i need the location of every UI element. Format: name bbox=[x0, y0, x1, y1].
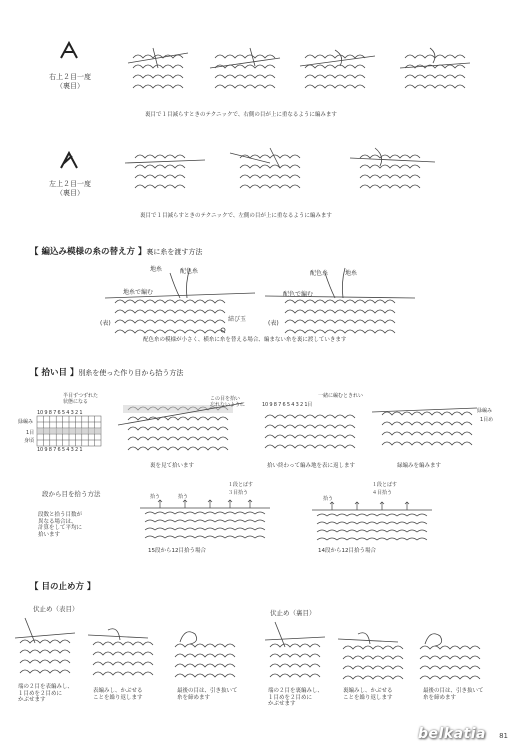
grid-numbers-top: 10 9 8 7 6 5 4 3 2 1 bbox=[37, 410, 83, 416]
bind-off-caption-5: 最後の目は、引き抜いて 糸を締めます bbox=[423, 688, 484, 701]
section2-caption: 配色糸の模様が小さく、横糸に糸を替える場合、編まない糸を裏に渡していきます bbox=[143, 337, 347, 343]
grid-row-label-2: 身頃 bbox=[24, 438, 35, 444]
bind-off-caption-3: 端の２目を裏編みし、 １目めを２目めに かぶせます bbox=[268, 688, 324, 708]
diag-b-label-2: 拾う bbox=[323, 496, 334, 502]
bind-off-purl-title: 伏止め（裏目） bbox=[270, 609, 316, 617]
bind-off-purl-diagram-2 bbox=[338, 624, 403, 684]
label-knit-ground-l: 地糸で編む bbox=[123, 289, 154, 296]
section3-heading-text: 【 拾い目 】 bbox=[30, 368, 79, 378]
section2-subheading: 裏に糸を渡す方法 bbox=[146, 248, 203, 256]
section2-heading-text: 【 編込み模様の糸の替え方 】 bbox=[30, 247, 147, 257]
fabric-diagram-1a bbox=[128, 48, 193, 98]
section3-heading bbox=[30, 366, 183, 378]
caption-14rows: 14段から12目拾う場合 bbox=[318, 548, 376, 554]
bind-off-diagram-2 bbox=[88, 620, 153, 680]
pickup-caption-2: 緑編みを編みます bbox=[397, 463, 442, 469]
symbol2-label: 左上２目一度 （裏目） bbox=[49, 180, 91, 198]
bind-off-diagram-3 bbox=[170, 622, 240, 682]
section2-heading bbox=[30, 245, 202, 257]
pickup-caption-1: 拾い終わって編み地を表に返します bbox=[267, 463, 355, 469]
label-ground-yarn-r: 地糸 bbox=[345, 270, 358, 277]
bind-off-caption-0: 端の２目を表編みし、 １目めを２目めに かぶせます bbox=[18, 684, 74, 704]
right-label-1: 1目め bbox=[480, 417, 494, 423]
note-knit-together: 一緒に編むときれい bbox=[318, 393, 364, 399]
note-average: 段数と拾う目数が 異なる場合は、 計算をして平均に 拾います bbox=[38, 512, 83, 538]
pickup-caption-0: 裏を見て拾います bbox=[150, 463, 195, 469]
note-dont-forget: この目を拾い 忘れないように bbox=[210, 396, 246, 408]
fabric-diagram-2b bbox=[230, 148, 310, 198]
label-front-l: (表) bbox=[100, 320, 111, 327]
diag-a-label-1: 拾う bbox=[178, 494, 189, 500]
label-ground-yarn-l: 地糸 bbox=[150, 266, 163, 273]
fabric-diagram-1d bbox=[400, 48, 470, 98]
page-number: 81 bbox=[499, 732, 508, 740]
diag-a-label-2: １段とばす bbox=[228, 482, 254, 488]
fabric-diagram-2a bbox=[125, 148, 205, 198]
left-decrease-symbol-icon bbox=[58, 150, 80, 170]
right-label-0: 緑編み bbox=[477, 408, 493, 414]
caption-1: 裏目で１目減らすときのテクニックで、右側の目が上に重なるように編みます bbox=[145, 112, 337, 118]
rows-pickup-diagram-a bbox=[140, 500, 270, 542]
right-decrease-symbol-icon bbox=[58, 40, 80, 60]
pickup-diagram-2 bbox=[260, 408, 365, 458]
caption-2: 裏目で１目減らすときのテクニックで、左側の目が上に重なるように編みます bbox=[140, 213, 332, 219]
color-change-diagram-right bbox=[265, 268, 425, 343]
label-knit-color-r: 配色で編む bbox=[283, 291, 314, 298]
bind-off-diagram-1 bbox=[15, 618, 75, 678]
bind-off-caption-1: 表編みし、かぶせる ことを繰り返します bbox=[93, 688, 143, 701]
bind-off-caption-2: 最後の目は、引き抜いて 糸を締めます bbox=[177, 688, 238, 701]
bind-off-purl-diagram-1 bbox=[265, 622, 325, 682]
pickup-diagram-3 bbox=[372, 400, 477, 455]
stitch-grid-icon bbox=[37, 416, 101, 446]
label-color-yarn-l: 配色糸 bbox=[180, 268, 199, 275]
caption-15rows: 15段から12目拾う場合 bbox=[148, 548, 206, 554]
symbol1-label: 右上２目一度 （裏目） bbox=[49, 73, 91, 91]
grid-note: 半目ずつずれた 状態になる bbox=[63, 393, 99, 405]
watermark-logo: belkatia bbox=[417, 726, 486, 742]
section4-heading: 【 目の止め方 】 bbox=[30, 582, 96, 592]
label-color-yarn-r: 配色糸 bbox=[310, 270, 329, 277]
fabric-diagram-1b bbox=[210, 48, 280, 98]
label-front-r: (表) bbox=[268, 320, 279, 327]
diag-b-label-0: １段とばす bbox=[372, 482, 398, 488]
grid-row-label-0: 緑編み bbox=[18, 419, 34, 425]
bind-off-caption-4: 裏編みし、かぶせる ことを繰り返します bbox=[343, 688, 393, 701]
sub-heading-rows: 段から目を拾う方法 bbox=[42, 490, 101, 498]
grid-numbers-bottom: 10 9 8 7 6 5 4 3 2 1 bbox=[37, 447, 83, 453]
diag-a-label-3: ３目拾う bbox=[228, 490, 249, 496]
fabric-diagram-2c bbox=[350, 148, 435, 198]
label-knot-l: 結び玉 bbox=[228, 316, 247, 323]
grid-row-label-1: 1目 bbox=[26, 430, 35, 436]
fabric-diagram-1c bbox=[300, 48, 375, 98]
diag-a-label-0: 拾う bbox=[150, 494, 161, 500]
color-change-diagram-left bbox=[95, 268, 255, 343]
bind-off-purl-diagram-3 bbox=[415, 624, 485, 684]
bind-off-knit-title: 伏止め（表目） bbox=[33, 605, 79, 613]
diag-b-label-1: ４目拾う bbox=[372, 490, 393, 496]
numbers-3: 10 9 8 7 6 5 4 3 2 1目 bbox=[262, 402, 313, 408]
section3-subheading: 別糸を使った作り目から拾う方法 bbox=[78, 369, 184, 377]
rows-pickup-diagram-b bbox=[312, 502, 432, 542]
